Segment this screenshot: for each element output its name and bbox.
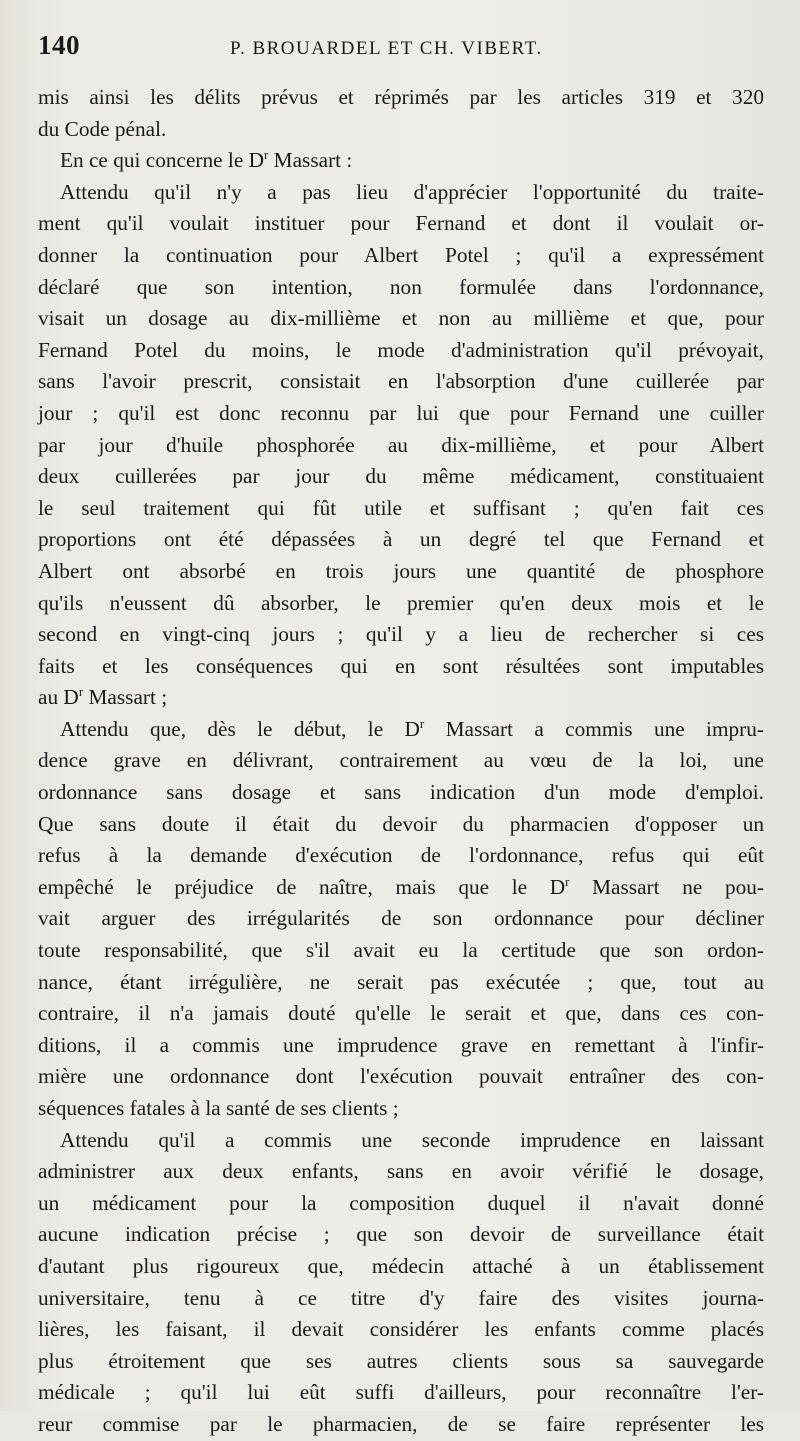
text-line: universitaire, tenu à ce titre d'y faire des visites journa- bbox=[38, 1285, 764, 1310]
text-line: au $D^r$ Massart ; bbox=[38, 684, 168, 710]
text-line: vait arguer des irrégularités de son ordonnance pour décliner bbox=[38, 906, 764, 931]
text-line: mière une ordonnance dont l'exécution pouvait entraîner des con- bbox=[38, 1064, 764, 1089]
text-line: refus à la demande d'exécution de l'ordonnance, refus qui eût bbox=[38, 843, 764, 868]
page-number: 140 bbox=[38, 30, 80, 60]
text-line: Fernand Potel du moins, le mode d'administration qu'il prévoyait, bbox=[38, 337, 764, 362]
text-line: du Code pénal. bbox=[38, 116, 167, 141]
text-line: aucune indication précise ; que son devoir de surveillance était bbox=[38, 1222, 764, 1247]
text-line: séquences fatales à la santé de ses clients ; bbox=[38, 1096, 399, 1120]
text-line: sans l'avoir prescrit, consistait en l'absorption d'une cuillerée par bbox=[38, 369, 764, 394]
text-line: nance, étant irrégulière, ne serait pas exécutée ; que, tout au bbox=[38, 969, 764, 994]
text-line: deux cuillerées par jour du même médicament, constituaient bbox=[38, 464, 764, 489]
text-line: proportions ont été dépassées à un degré tel que Fernand et bbox=[38, 527, 764, 552]
running-title: P. BROUARDEL ET CH. VIBERT. bbox=[230, 38, 543, 59]
text-line: dence grave en délivrant, contrairement au vœu de la loi, une bbox=[38, 748, 764, 773]
text-line: lières, les faisant, il devait considérer les enfants comme placés bbox=[38, 1317, 764, 1342]
text-line: mis ainsi les délits prévus et réprimés par les articles 319 et 320 bbox=[38, 85, 764, 109]
text-line: administrer aux deux enfants, sans en avoir vérifié le dosage, bbox=[38, 1159, 764, 1184]
text-line: ditions, il a commis une imprudence grave en remettant à l'infir- bbox=[38, 1032, 764, 1057]
text-line: médicale ; qu'il lui eût suffi d'ailleurs, pour reconnaître l'er- bbox=[38, 1380, 764, 1405]
text-line: En ce qui concerne le $D^r$ Massart : bbox=[60, 147, 353, 173]
body-text bbox=[38, 82, 764, 1441]
text-line: déclaré que son intention, non formulée dans l'ordonnance, bbox=[38, 274, 764, 299]
text-line: reur commise par le pharmacien, de se faire représenter les bbox=[38, 1411, 764, 1436]
text-line: un médicament pour la composition duquel il n'avait donné bbox=[38, 1190, 764, 1215]
text-line: toute responsabilité, que s'il avait eu la certitude que son ordon- bbox=[38, 938, 764, 963]
text-line: visait un dosage au dix-millième et non au millième et que, pour bbox=[38, 306, 764, 331]
text-line: Attendu qu'il n'y a pas lieu d'apprécier l'opportunité du traite- bbox=[60, 179, 764, 204]
text-line: Albert ont absorbé en trois jours une quantité de phosphore bbox=[38, 558, 764, 583]
text-line: d'autant plus rigoureux que, médecin attaché à un établissement bbox=[38, 1253, 764, 1278]
text-line: empêché le préjudice de naître, mais que le $D^r$ Massart ne pou- bbox=[38, 873, 764, 899]
text-line: faits et les conséquences qui en sont résultées sont imputables bbox=[38, 653, 764, 678]
text-line: qu'ils n'eussent dû absorber, le premier qu'en deux mois et le bbox=[38, 590, 764, 615]
text-line: jour ; qu'il est donc reconnu par lui que pour Fernand une cuiller bbox=[38, 400, 764, 425]
text-line: le seul traitement qui fût utile et suffisant ; qu'en fait ces bbox=[38, 495, 764, 520]
text-line: plus étroitement que ses autres clients sous sa sauvegarde bbox=[38, 1348, 764, 1373]
text-line: ordonnance sans dosage et sans indication d'un mode d'emploi. bbox=[38, 780, 764, 805]
text-line: donner la continuation pour Albert Potel ; qu'il a expressément bbox=[38, 242, 764, 267]
text-line: ment qu'il voulait instituer pour Fernand et dont il voulait or- bbox=[38, 211, 764, 236]
text-line: par jour d'huile phosphorée au dix-millième, et pour Albert bbox=[38, 432, 764, 457]
text-line: Attendu que, dès le début, le $D^r$ Massart a commis une impru- bbox=[60, 715, 764, 741]
text-line: second en vingt-cinq jours ; qu'il y a lieu de rechercher si ces bbox=[38, 622, 764, 647]
text-line: Attendu qu'il a commis une seconde imprudence en laissant bbox=[60, 1127, 764, 1152]
running-head bbox=[38, 30, 764, 76]
text-line: Que sans doute il était du devoir du pharmacien d'opposer un bbox=[38, 811, 764, 836]
text-line: contraire, il n'a jamais douté qu'elle le serait et que, dans ces con- bbox=[38, 1001, 764, 1026]
